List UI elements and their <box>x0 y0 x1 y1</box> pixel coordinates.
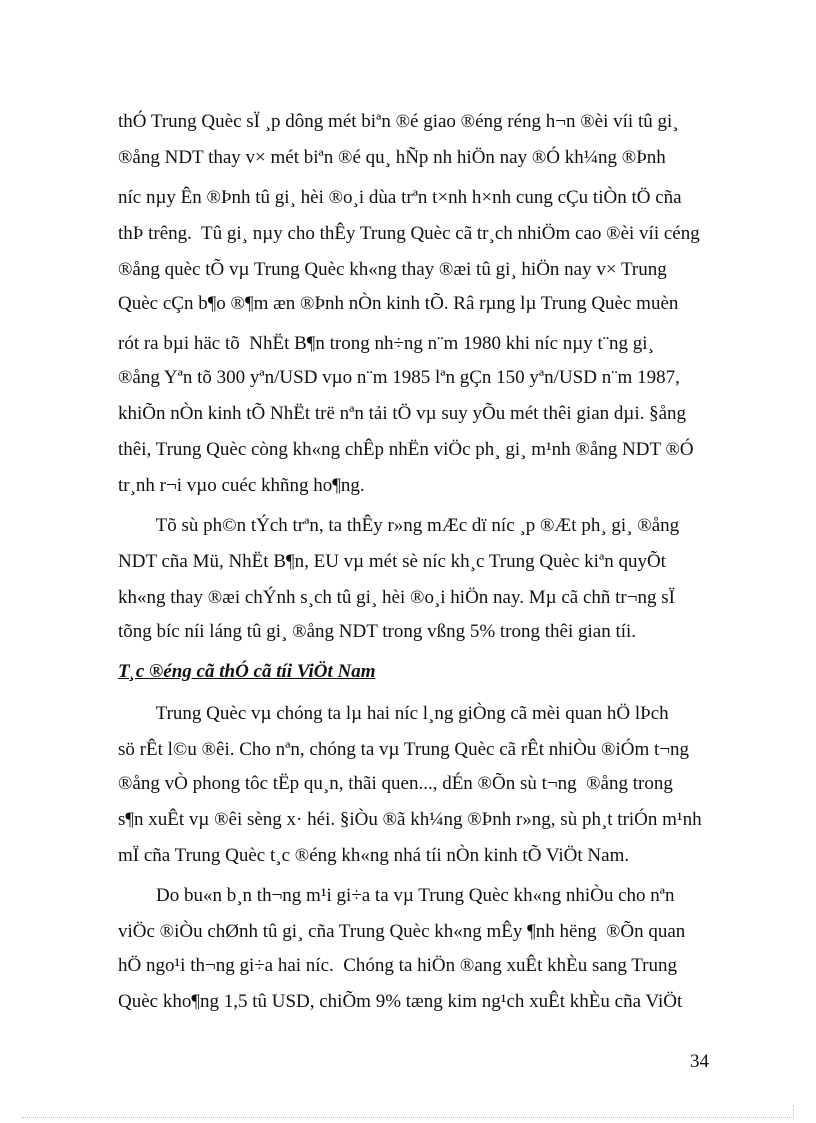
text-line: viÖc ®iÒu chØnh tû gi¸ cña Trung Quèc kh«ng mÊy ¶nh hëng ®Õn quan <box>118 921 686 942</box>
text-line: kh«ng thay ®æi chÝnh s¸ch tû gi¸ hèi ®o¸i hiÖn nay. Mµ cã chñ tr¬ng sÏ <box>118 587 675 608</box>
page-right-border <box>793 1105 794 1119</box>
text-line: khiÕn nÒn kinh tÕ NhËt trë nªn tải tÖ vµ suy yÕu mét thêi gian dµi. §ång <box>118 403 687 424</box>
text-line: sö rÊt l©u ®êi. Cho nªn, chóng ta vµ Trung Quèc cã rÊt nhiÒu ®iÓm t¬ng <box>118 739 690 760</box>
page-bottom-border <box>22 1117 792 1118</box>
text-line: ®ång NDT thay v× mét biªn ®é qu¸ hÑp nh hiÖn nay ®Ó kh¼ng ®Þnh <box>118 147 666 168</box>
text-line: ®ång quèc tÕ vµ Trung Quèc kh«ng thay ®æi tû gi¸ hiÖn nay v× Trung <box>118 259 667 280</box>
text-line: mÏ cña Trung Quèc t¸c ®éng kh«ng nhá tíi nÒn kinh tÕ ViÖt Nam. <box>118 845 630 866</box>
text-line: Do bu«n b¸n th¬ng m¹i gi÷a ta vµ Trung Quèc kh«ng nhiÒu cho nªn <box>118 885 675 906</box>
text-line: Trung Quèc vµ chóng ta lµ hai níc l¸ng giÒng cã mèi quan hÖ lÞch <box>118 703 669 724</box>
text-line: thêi, Trung Quèc còng kh«ng chÊp nhËn viÖc ph¸ gi¸ m¹nh ®ång NDT ®Ó <box>118 439 694 460</box>
text-line: thÓ Trung Quèc sÏ ¸p dông mét biªn ®é giao ®éng réng h¬n ®èi víi tû gi¸ <box>118 111 679 132</box>
page-number: 34 <box>690 1051 709 1072</box>
text-line: Tõ sù ph©n tÝch trªn, ta thÊy r»ng mÆc dï níc ¸p ®Æt ph¸ gi¸ ®ång <box>118 515 680 536</box>
text-line: rót ra bµi häc tõ NhËt B¶n trong nh÷ng n¨m 1980 khi níc nµy t¨ng gi¸ <box>118 333 654 354</box>
text-line: Quèc cÇn b¶o ®¶m æn ®Þnh nÒn kinh tÕ. Râ rµng lµ Trung Quèc muèn <box>118 293 679 314</box>
text-line: níc nµy Ên ®Þnh tû gi¸ hèi ®o¸i dùa trªn t×nh h×nh cung cÇu tiÒn tÖ cña <box>118 187 682 208</box>
text-line: tõng bíc níi láng tû gi¸ ®ång NDT trong vßng 5% trong thêi gian tíi. <box>118 621 637 642</box>
text-line: hÖ ngo¹i th¬ng gi÷a hai níc. Chóng ta hiÖn ®ang xuÊt khÈu sang Trung <box>118 955 677 976</box>
text-line: ®ång vÒ phong tôc tËp qu¸n, thãi quen..., dÉn ®Õn sù t¬ng ®ång trong <box>118 773 673 794</box>
text-line: ®ång Yªn tõ 300 yªn/USD vµo n¨m 1985 lªn gÇn 150 yªn/USD n¨m 1987, <box>118 367 680 388</box>
text-line: s¶n xuÊt vµ ®êi sèng x· héi. §iÒu ®ã kh¼ng ®Þnh r»ng, sù ph¸t triÓn m¹nh <box>118 809 702 830</box>
text-line: tr¸nh r¬i vµo cuéc khñng ho¶ng. <box>118 475 365 496</box>
text-line: NDT cña Mü, NhËt B¶n, EU vµ mét sè níc kh¸c Trung Quèc kiªn quyÕt <box>118 551 666 572</box>
text-line: thÞ trêng. Tû gi¸ nµy cho thÊy Trung Quèc cã tr¸ch nhiÖm cao ®èi víi céng <box>118 223 700 244</box>
section-heading: T¸c ®éng cã thÓ cã tíi ViÖt Nam <box>118 661 376 682</box>
text-line: Quèc kho¶ng 1,5 tû USD, chiÕm 9% tæng kim ng¹ch xuÊt khÈu cña ViÖt <box>118 991 683 1012</box>
